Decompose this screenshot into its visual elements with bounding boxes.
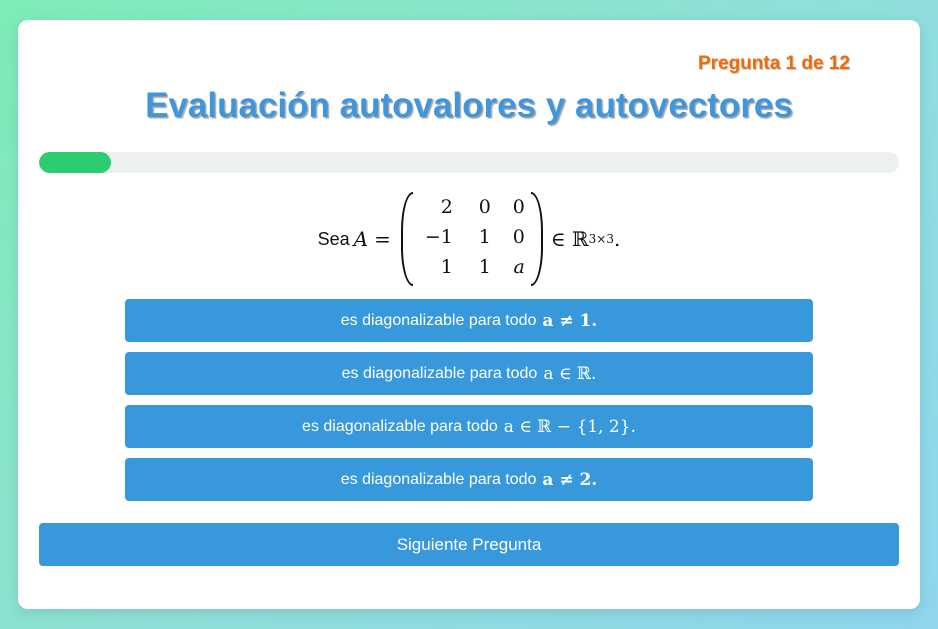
left-parenthesis — [401, 192, 413, 286]
option-math: a ≠ 2. — [542, 469, 598, 490]
matrix-entries — [413, 192, 531, 286]
question-suffix: . — [614, 227, 621, 251]
question-statement — [18, 192, 920, 286]
matrix-variable: A — [353, 227, 369, 251]
answer-options — [125, 299, 813, 511]
equals-sign: = — [374, 227, 391, 251]
matrix-cell: 0 — [512, 196, 525, 218]
question-counter: Pregunta 1 de 12 — [697, 53, 850, 74]
option-math: a ∈ ℝ. — [543, 363, 597, 384]
progress-bar — [39, 152, 899, 173]
right-parenthesis — [531, 192, 543, 286]
matrix-cell: −1 — [424, 226, 453, 248]
option-text: es diagonalizable para todo — [340, 470, 537, 488]
matrix-cell: 0 — [478, 196, 491, 218]
option-math: a ≠ 1. — [542, 310, 598, 331]
question-prefix: Sea — [317, 228, 350, 249]
set-membership: ∈ ℝ — [550, 227, 589, 251]
matrix-cell: 1 — [478, 256, 491, 278]
option-text: es diagonalizable para todo — [302, 417, 498, 435]
matrix-cell: 1 — [478, 226, 491, 248]
progress-fill — [39, 152, 111, 173]
dimension-superscript: 3×3 — [588, 232, 614, 246]
option-text: es diagonalizable para todo — [341, 364, 538, 382]
answer-option-1[interactable] — [125, 299, 813, 342]
answer-option-4[interactable] — [125, 458, 813, 501]
matrix — [401, 192, 543, 286]
option-text: es diagonalizable para todo — [340, 311, 537, 329]
answer-option-2[interactable] — [125, 352, 813, 395]
page-title: Evaluación autovalores y autovectores — [145, 86, 793, 125]
option-math: a ∈ ℝ − {1, 2}. — [503, 416, 636, 437]
quiz-card — [18, 20, 920, 609]
matrix-cell: a — [513, 256, 525, 278]
matrix-cell: 0 — [512, 226, 525, 248]
next-question-button[interactable]: Siguiente Pregunta — [39, 523, 899, 566]
matrix-cell: 1 — [440, 256, 453, 278]
answer-option-3[interactable] — [125, 405, 813, 448]
matrix-cell: 2 — [440, 196, 453, 218]
